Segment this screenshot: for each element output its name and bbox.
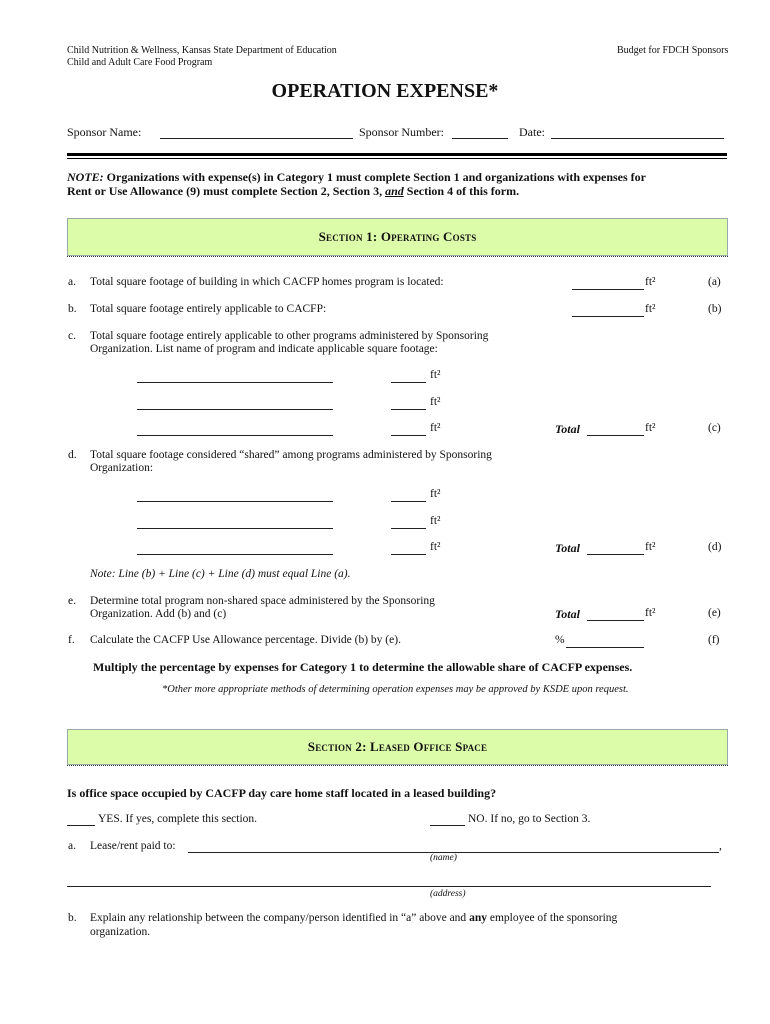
divider-thick: [67, 153, 727, 156]
d-footage-2[interactable]: [391, 528, 426, 529]
section2-question: Is office space occupied by CACFP day care home staff located in a leased building?: [67, 786, 497, 800]
row-f-field[interactable]: [566, 647, 644, 648]
c-footage-1[interactable]: [391, 382, 426, 383]
c-total-label: Total: [555, 422, 580, 436]
e-total-label: Total: [555, 607, 580, 621]
c-unit-1: ft²: [430, 369, 441, 381]
section1-header: [67, 218, 728, 256]
c-total-field[interactable]: [587, 435, 644, 436]
no-field[interactable]: [430, 825, 465, 826]
row-e-ref: (e): [708, 607, 721, 619]
sponsor-number-label: Sponsor Number:: [359, 125, 444, 139]
sponsor-name-label: Sponsor Name:: [67, 125, 142, 139]
row-c-letter: c.: [68, 330, 76, 342]
d-footage-1[interactable]: [391, 501, 426, 502]
section2-underline: [67, 765, 728, 766]
date-label: Date:: [519, 125, 545, 139]
c-program-name-3[interactable]: [137, 435, 333, 436]
section2-header: [67, 729, 728, 765]
row-e-letter: e.: [68, 595, 76, 607]
d-unit-3: ft²: [430, 541, 441, 553]
row-d-letter: d.: [68, 449, 77, 461]
lease-b-letter: b.: [68, 912, 77, 924]
d-unit-1: ft²: [430, 488, 441, 500]
sponsor-number-field[interactable]: [452, 138, 508, 139]
lease-a-letter: a.: [68, 840, 76, 852]
multiply-instruction: Multiply the percentage by expenses for Category 1 to determine the allowable share of CACFP expenses.: [93, 660, 633, 674]
e-total-field[interactable]: [587, 620, 644, 621]
lease-b-text1: [90, 912, 617, 924]
row-f-letter: f.: [68, 634, 75, 646]
d-unit-2: ft²: [430, 515, 441, 527]
c-program-name-1[interactable]: [137, 382, 333, 383]
row-a-text: Total square footage of building in which CACFP homes program is located:: [90, 276, 444, 288]
c-unit-2: ft²: [430, 396, 441, 408]
yes-label: YES. If yes, complete this section.: [98, 813, 258, 825]
row-d-text2: Organization:: [90, 462, 154, 474]
row-a-field[interactable]: [572, 289, 644, 290]
lease-b-text1a: Explain any relationship between the company/person identified in “a” above and: [90, 912, 470, 924]
lease-a-text: Lease/rent paid to:: [90, 840, 176, 852]
note-line2-a: Rent or Use Allowance (9) must complete Section 2, Section 3,: [67, 184, 386, 198]
lease-address-field[interactable]: [67, 886, 711, 887]
header-org-line1: Child Nutrition & Wellness, Kansas State Department of Education: [67, 45, 337, 56]
no-label: NO. If no, go to Section 3.: [468, 813, 591, 825]
lease-comma: ,: [719, 840, 722, 852]
d-footage-3[interactable]: [391, 554, 426, 555]
row-d-text1: Total square footage considered “shared” among programs administered by Sponsoring: [90, 449, 492, 461]
c-unit-3: ft²: [430, 422, 441, 434]
row-e-text1: Determine total program non-shared space administered by the Sponsoring: [90, 595, 435, 607]
name-caption: (name): [430, 853, 457, 863]
page-title: OPERATION EXPENSE*: [271, 80, 499, 102]
row-c-ref: (c): [708, 422, 721, 434]
note-and: and: [385, 184, 404, 198]
d-total-label: Total: [555, 541, 580, 555]
address-caption: (address): [430, 889, 466, 899]
date-field[interactable]: [551, 138, 724, 139]
d-program-name-1[interactable]: [137, 501, 333, 502]
row-c-text2: Organization. List name of program and indicate applicable square footage:: [90, 343, 438, 355]
section1-title: Section 1: Operating Costs: [318, 229, 477, 244]
note-line1-text: Organizations with expense(s) in Category 1 must complete Section 1 and organizations with expenses for: [103, 170, 646, 184]
c-program-name-2[interactable]: [137, 409, 333, 410]
row-a-ref: (a): [708, 276, 721, 288]
c-footage-2[interactable]: [391, 409, 426, 410]
note-prefix: NOTE:: [67, 170, 104, 184]
header-org-line2: Child and Adult Care Food Program: [67, 57, 213, 68]
d-total-field[interactable]: [587, 554, 644, 555]
row-b-letter: b.: [68, 303, 77, 315]
row-b-field[interactable]: [572, 316, 644, 317]
section1-note: Note: Line (b) + Line (c) + Line (d) must equal Line (a).: [90, 568, 351, 580]
yes-field[interactable]: [67, 825, 95, 826]
d-program-name-2[interactable]: [137, 528, 333, 529]
row-d-ref: (d): [708, 541, 722, 553]
row-f-text: Calculate the CACFP Use Allowance percentage. Divide (b) by (e).: [90, 634, 401, 646]
divider-thin: [67, 158, 727, 159]
row-b-ref: (b): [708, 303, 722, 315]
row-a-unit: ft²: [645, 276, 656, 288]
lease-b-text2: organization.: [90, 926, 151, 938]
row-f-ref: (f): [708, 634, 720, 646]
row-a-letter: a.: [68, 276, 76, 288]
row-e-text2: Organization. Add (b) and (c): [90, 608, 227, 620]
sponsor-name-field[interactable]: [160, 138, 353, 139]
row-f-percent: %: [555, 634, 565, 646]
note-line2: [67, 184, 519, 199]
note-line1: [67, 170, 646, 185]
row-b-unit: ft²: [645, 303, 656, 315]
c-total-unit: ft²: [645, 422, 656, 434]
c-footage-3[interactable]: [391, 435, 426, 436]
lease-b-text1b: employee of the sponsoring: [486, 912, 618, 924]
section1-underline: [67, 256, 728, 257]
d-program-name-3[interactable]: [137, 554, 333, 555]
footnote: *Other more appropriate methods of determining operation expenses may be approved by KSDE upon request.: [162, 684, 629, 695]
row-c-text1: Total square footage entirely applicable to other programs administered by Sponsoring: [90, 330, 489, 342]
note-line2-b: Section 4 of this form.: [403, 184, 520, 198]
section2-title: Section 2: Leased Office Space: [307, 739, 488, 754]
header-right: Budget for FDCH Sponsors: [617, 45, 729, 56]
e-total-unit: ft²: [645, 607, 656, 619]
lease-b-any: any: [469, 912, 487, 924]
row-b-text: Total square footage entirely applicable to CACFP:: [90, 303, 327, 315]
d-total-unit: ft²: [645, 541, 656, 553]
